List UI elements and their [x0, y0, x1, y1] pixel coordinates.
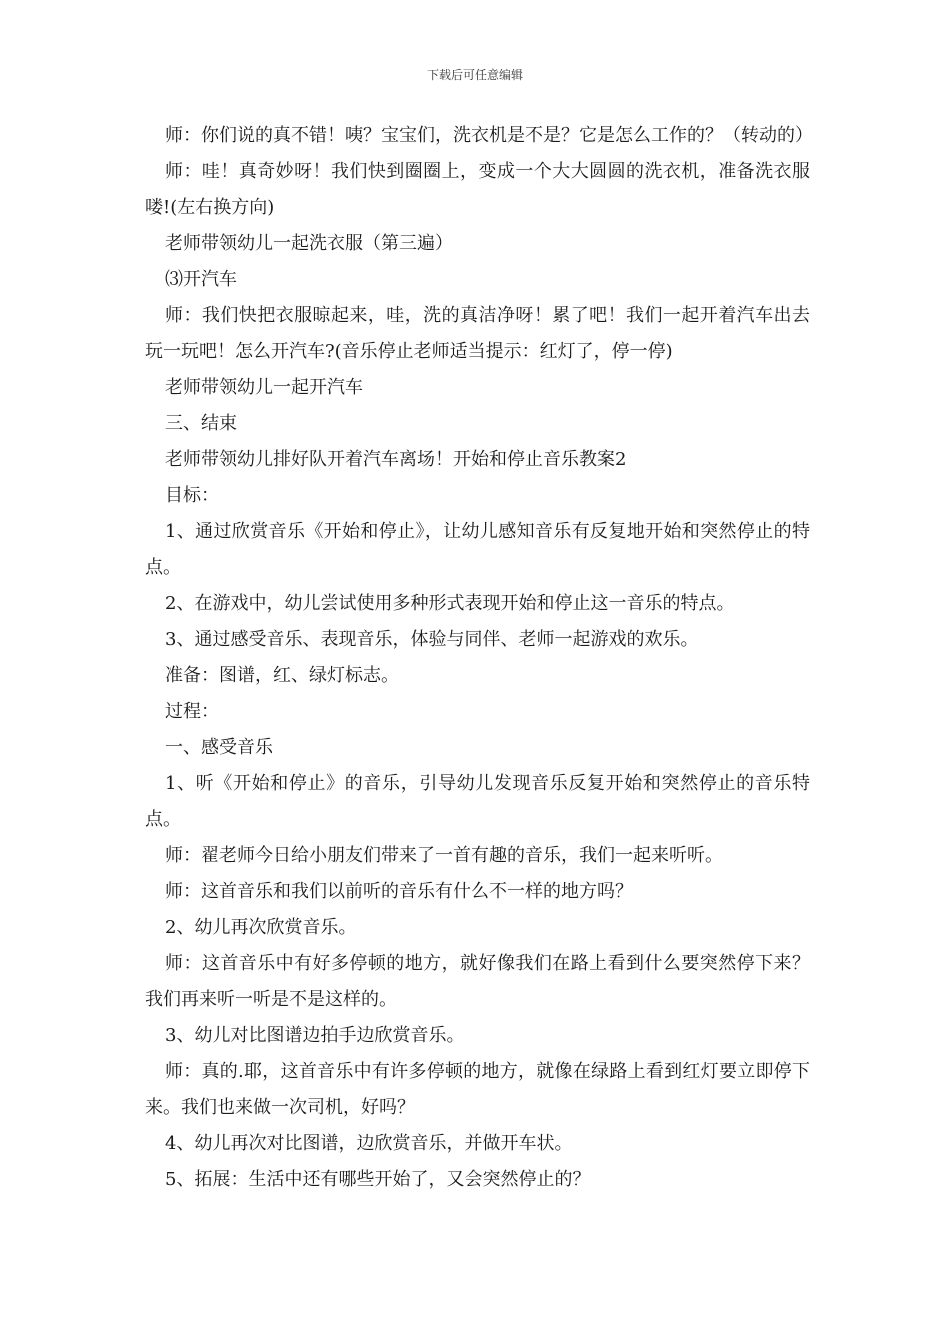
list-item: 5、拓展：生活中还有哪些开始了，又会突然停止的？ [165, 1169, 591, 1190]
list-item: 2、在游戏中，幼儿尝试使用多种形式表现开始和停止这一音乐的特点。 [165, 593, 735, 614]
section-heading: 三、结束 [165, 413, 237, 434]
section-heading: 一、感受音乐 [165, 737, 273, 758]
list-item: 1、通过欣赏音乐《开始和停止》，让幼儿感知音乐有反复地开始和突然停止的特点。 [145, 521, 810, 578]
paragraph: 准备：图谱，红、绿灯标志。 [165, 665, 399, 686]
paragraph: 师：这首音乐和我们以前听的音乐有什么不一样的地方吗？ [165, 881, 633, 902]
paragraph: 师：真的.耶，这首音乐中有许多停顿的地方，就像在绿路上看到红灯要立即停下来。我们也来做一次司机，好吗？ [145, 1061, 810, 1118]
list-item: 3、幼儿对比图谱边拍手边欣赏音乐。 [165, 1025, 465, 1046]
paragraph: 师：哇！真奇妙呀！我们快到圈圈上，变成一个大大圆圆的洗衣机，准备洗衣服喽!(左右换方向) [145, 161, 810, 218]
paragraph: 师：翟老师今日给小朋友们带来了一首有趣的音乐，我们一起来听听。 [165, 845, 723, 866]
document-body [145, 118, 813, 1198]
section-heading: 目标： [165, 485, 219, 506]
paragraph: ⑶开汽车 [165, 269, 237, 290]
page-header: 下载后可任意编辑 [426, 68, 523, 82]
section-heading: 过程： [165, 701, 219, 722]
list-item: 1、听《开始和停止》的音乐，引导幼儿发现音乐反复开始和突然停止的音乐特点。 [145, 773, 810, 830]
paragraph: 老师带领幼儿排好队开着汽车离场！开始和停止音乐教案2 [165, 449, 627, 470]
paragraph: 老师带领幼儿一起开汽车 [165, 377, 363, 398]
list-item: 3、通过感受音乐、表现音乐，体验与同伴、老师一起游戏的欢乐。 [165, 629, 699, 650]
list-item: 2、幼儿再次欣赏音乐。 [165, 917, 357, 938]
paragraph: 老师带领幼儿一起洗衣服（第三遍） [165, 233, 453, 254]
paragraph: 师：我们快把衣服晾起来，哇，洗的真洁净呀！累了吧！我们一起开着汽车出去玩一玩吧！怎么开汽车?(音乐停止老师适当提示：红灯了，停一停) [145, 305, 810, 362]
list-item: 4、幼儿再次对比图谱，边欣赏音乐，并做开车状。 [165, 1133, 573, 1154]
paragraph: 师：你们说的真不错！咦？宝宝们，洗衣机是不是？它是怎么工作的？（转动的） [165, 125, 813, 146]
paragraph: 师：这首音乐中有好多停顿的地方，就好像我们在路上看到什么要突然停下来？我们再来听一听是不是这样的。 [145, 953, 810, 1010]
